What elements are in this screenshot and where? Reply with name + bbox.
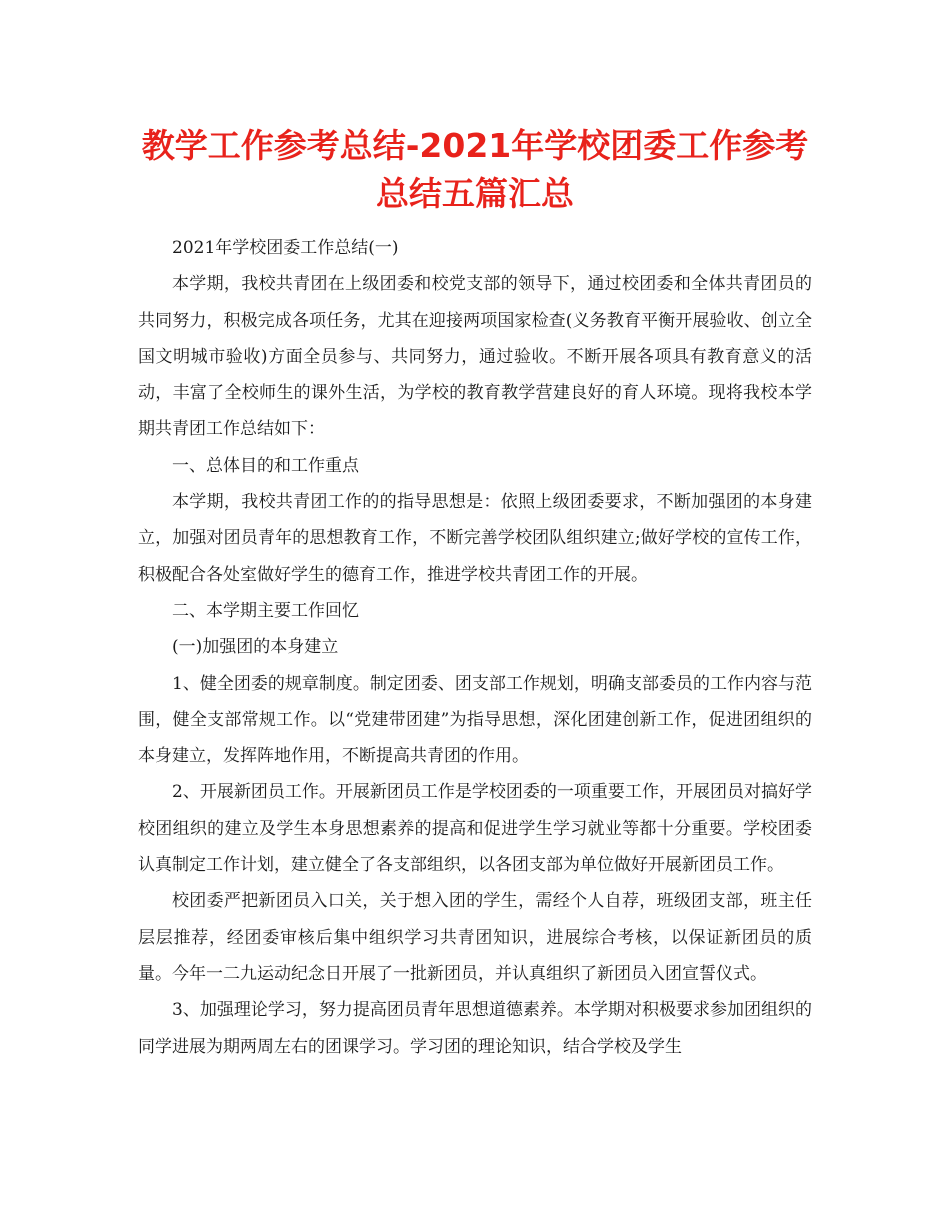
document-body bbox=[138, 230, 812, 1065]
subsection-heading: (一)加强团的本身建立 bbox=[172, 637, 339, 658]
section-heading: 2021年学校团委工作总结(一) bbox=[172, 238, 399, 258]
paragraph: 1、健全团委的规章制度。制定团委、团支部工作规划，明确支部委员的工作内容与范围，健全支部常规工作。以“党建带团建”为指导思想，深化团建创新工作，促进团组织的本身建立，发挥阵地作用，不断提高共青团的作用。 bbox=[138, 673, 812, 767]
paragraph: 校团委严把新团员入口关，关于想入团的学生，需经个人自荐，班级团支部，班主任层层推荐，经团委审核后集中组织学习共青团知识，进展综合考核，以保证新团员的质量。今年一二九运动纪念日开展了一批新团员，并认真组织了新团员入团宣誓仪式。 bbox=[138, 891, 812, 984]
document-title: 教学工作参考总结-2021年学校团委工作参考总结五篇汇总 bbox=[141, 126, 809, 213]
paragraph: 本学期，我校共青团在上级团委和校党支部的领导下，通过校团委和全体共青团员的共同努力，积极完成各项任务，尤其在迎接两项国家检查(义务教育平衡开展验收、创立全国文明城市验收)方面全员参与、共同努力，通过验收。不断开展各项具有教育意义的活动，丰富了全校师生的课外生活，为学校的教育教学营建良好的育人环境。现将我校本学期共青团工作总结如下： bbox=[138, 274, 812, 440]
section-heading: 一、总体目的和工作重点 bbox=[172, 455, 359, 476]
paragraph: 本学期，我校共青团工作的的指导思想是：依照上级团委要求，不断加强团的本身建立，加强对团员青年的思想教育工作，不断完善学校团队组织建立;做好学校的宣传工作，积极配合各处室做好学生的德育工作，推进学校共青团工作的开展。 bbox=[138, 492, 812, 585]
paragraph: 3、加强理论学习，努力提高团员青年思想道德素养。本学期对积极要求参加团组织的同学进展为期两周左右的团课学习。学习团的理论知识，结合学校及学生 bbox=[138, 1000, 812, 1057]
section-heading: 二、本学期主要工作回忆 bbox=[172, 600, 359, 621]
paragraph: 2、开展新团员工作。开展新团员工作是学校团委的一项重要工作，开展团员对搞好学校团组织的建立及学生本身思想素养的提高和促进学生学习就业等都十分重要。学校团委认真制定工作计划，建立健全了各支部组织，以各团支部为单位做好开展新团员工作。 bbox=[138, 782, 812, 876]
